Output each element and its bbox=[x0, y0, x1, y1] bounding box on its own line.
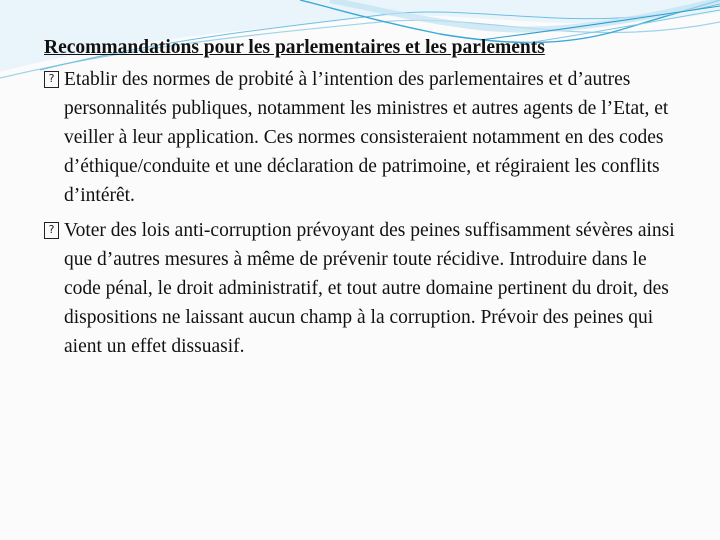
missing-glyph-icon: ? bbox=[44, 222, 59, 239]
slide-title: Recommandations pour les parlementaires et les parlements bbox=[44, 37, 545, 58]
bullet-text: Etablir des normes de probité à l’intention des parlementaires et d’autres personnalités publiques, notamment les ministres et autres agents de l’Etat, et veiller à leur application. Ces normes consisteraient notamment en des codes d’éthique/conduite et une déclaration de patrimoine, et régiraient les conflits d’intérêt. bbox=[64, 69, 669, 206]
bullet-text: Voter des lois anti-corruption prévoyant des peines suffisamment sévères ainsi que d’autres mesures à même de prévenir toute récidive. Introduire dans le code pénal, le droit administratif, et tout autre domaine pertinent du droit, des dispositions ne laissant aucun champ à la corruption. Prévoir des peines qui aient un effet dissuasif. bbox=[64, 220, 675, 357]
slide-content bbox=[44, 33, 684, 361]
bullet-item bbox=[44, 65, 684, 210]
bullet-item bbox=[44, 216, 684, 361]
missing-glyph-icon: ? bbox=[44, 71, 59, 88]
